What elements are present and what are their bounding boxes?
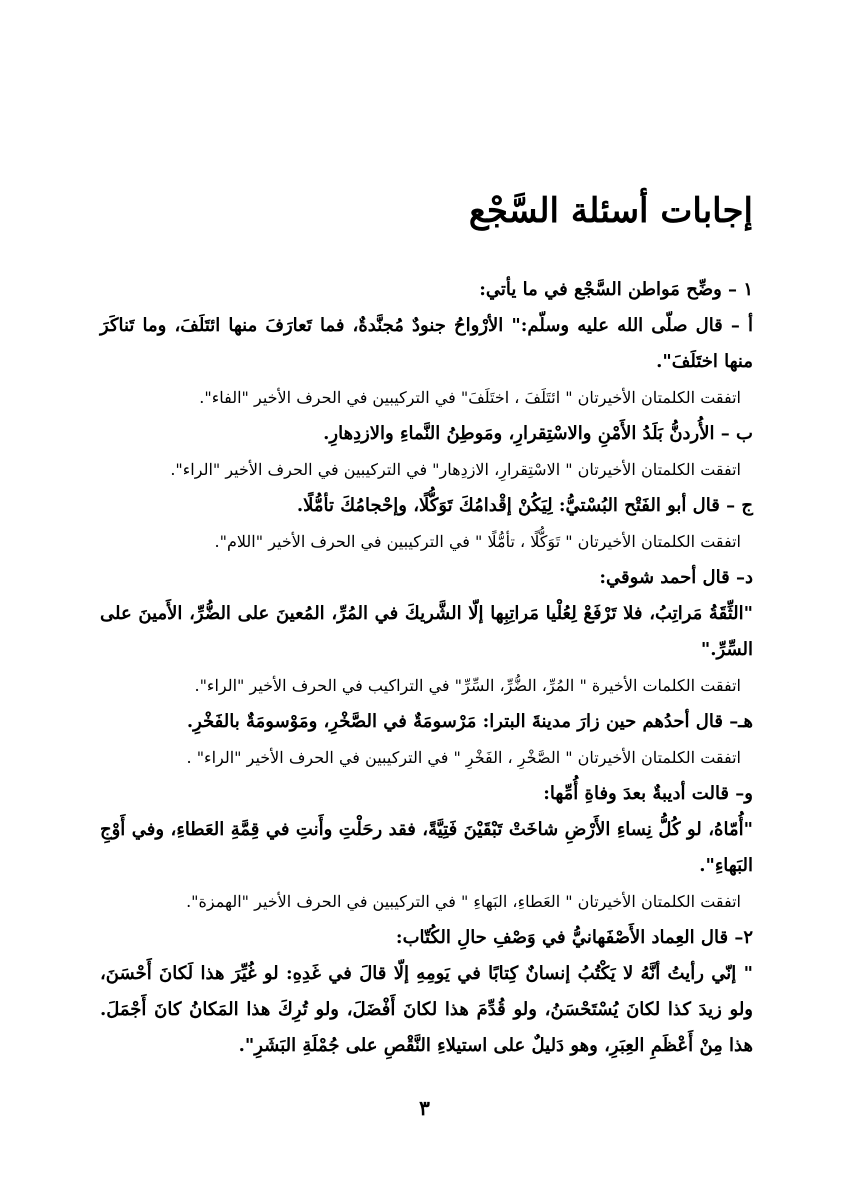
item-e-quote: هـ– قال أحدُهم حين زارَ مدينةَ البترا: مَرْسومَةٌ في الصَّخْرِ، ومَوْسومَةٌ بالفَخْرِ. xyxy=(186,711,753,732)
item-f-intro: و– قالت أديبةٌ بعدَ وفاةِ أُمِّها: xyxy=(543,783,753,804)
page-title: إجابات أسئلة السَّجْع xyxy=(468,190,753,231)
item-e-answer: اتفقت الكلمتان الأخيرتان " الصَّخْرِ ، الفَخْرِ " في التركيبين في الحرف الأخير "الراء" . xyxy=(186,748,741,767)
item-f-answer: اتفقت الكلمتان الأخيرتان " العَطاءِ، البَهاءِ " في التركيبين في الحرف الأخير "الهمزة". xyxy=(186,892,741,911)
item-b-answer: اتفقت الكلمتان الأخيرتان " الاسْتِقرارِ، الازدِهار" في التركيبين في الحرف الأخير "الراء". xyxy=(170,460,741,479)
item-c-answer: اتفقت الكلمتان الأخيرتان " تَوَكُّلًا ، تأمُّلًا " في التركيبين في الحرف الأخير "اللام". xyxy=(214,532,741,551)
question-2-heading: ٢– قال العِماد الأَصْفَهانيُّ في وَصْفِ حالِ الكُتّاب: xyxy=(395,927,753,948)
answers-body xyxy=(100,272,753,1064)
item-c-quote: ج – قال أبو الفَتْح البُسْتيُّ: لِيَكُنْ إقْدامُكَ تَوَكُّلًا، وإحْجامُكَ تأمُّلًا. xyxy=(296,495,753,516)
item-b-quote: ب – الأُردنُّ بَلَدُ الأَمْنِ والاسْتِقرارِ، ومَوطِنُ النَّماءِ والازدِهارِ. xyxy=(323,423,753,444)
item-a-quote: أ – قال صلّى الله عليه وسلّم:" الأرْواحُ جنودٌ مُجنَّدةٌ، فما تَعارَفَ منها ائتَلَفَ، وما تَناكَرَ منها اختَلَفَ". xyxy=(100,315,753,372)
item-f-quote: "أُمّاهُ، لو كُلُّ نِساءِ الأَرْضِ شاخَتْ تَبْقَيْنَ فَتِيَّةً، فقد رحَلْتِ وأَنتِ في قِمَّةِ العَطاءِ، وفي أَوْجِ البَهاءِ". xyxy=(100,819,753,876)
question-1-heading: ١ – وضِّح مَواطن السَّجْع في ما يأتي: xyxy=(479,279,753,300)
page-number: ٣ xyxy=(419,1096,430,1120)
item-d-answer: اتفقت الكلمات الأخيرة " المُرِّ، الضُّرِّ، السِّرِّ" في التراكيب في الحرف الأخير "الراء". xyxy=(194,676,741,695)
question-2-quote: " إنّي رأيتُ أنَّهُ لا يَكْتُبُ إنسانٌ كِتابًا في يَومِهِ إلّا قالَ في غَدِهِ: لو غُيِّرَ هذا لَكانَ أَحْسَنَ، ولو زيدَ كذا لكانَ يُسْتَحْسَنُ، ولو قُدِّمَ هذا لكانَ أَفْضَلَ، ولو تُرِكَ هذا المَكانُ كانَ أَجْمَلَ. هذا مِنْ أَعْظَمِ العِبَرِ، وهو دَليلٌ على استيلاءِ النَّقْصِ على جُمْلَةِ البَشَرِ". xyxy=(100,963,753,1056)
item-d-quote: "الثِّقَةُ مَراتِبُ، فلا تَرْفَعْ لِعُلْيا مَراتِبِها إلّا الشَّريكَ في المُرِّ، المُعينَ على الضُّرِّ، الأَمينَ على السِّرِّ." xyxy=(100,603,753,660)
item-d-intro: د– قال أحمد شوقي: xyxy=(599,567,753,588)
item-a-answer: اتفقت الكلمتان الأخيرتان " ائتَلَفَ ، اختَلَفَ" في التركيبين في الحرف الأخير "الفاء". xyxy=(199,388,741,407)
